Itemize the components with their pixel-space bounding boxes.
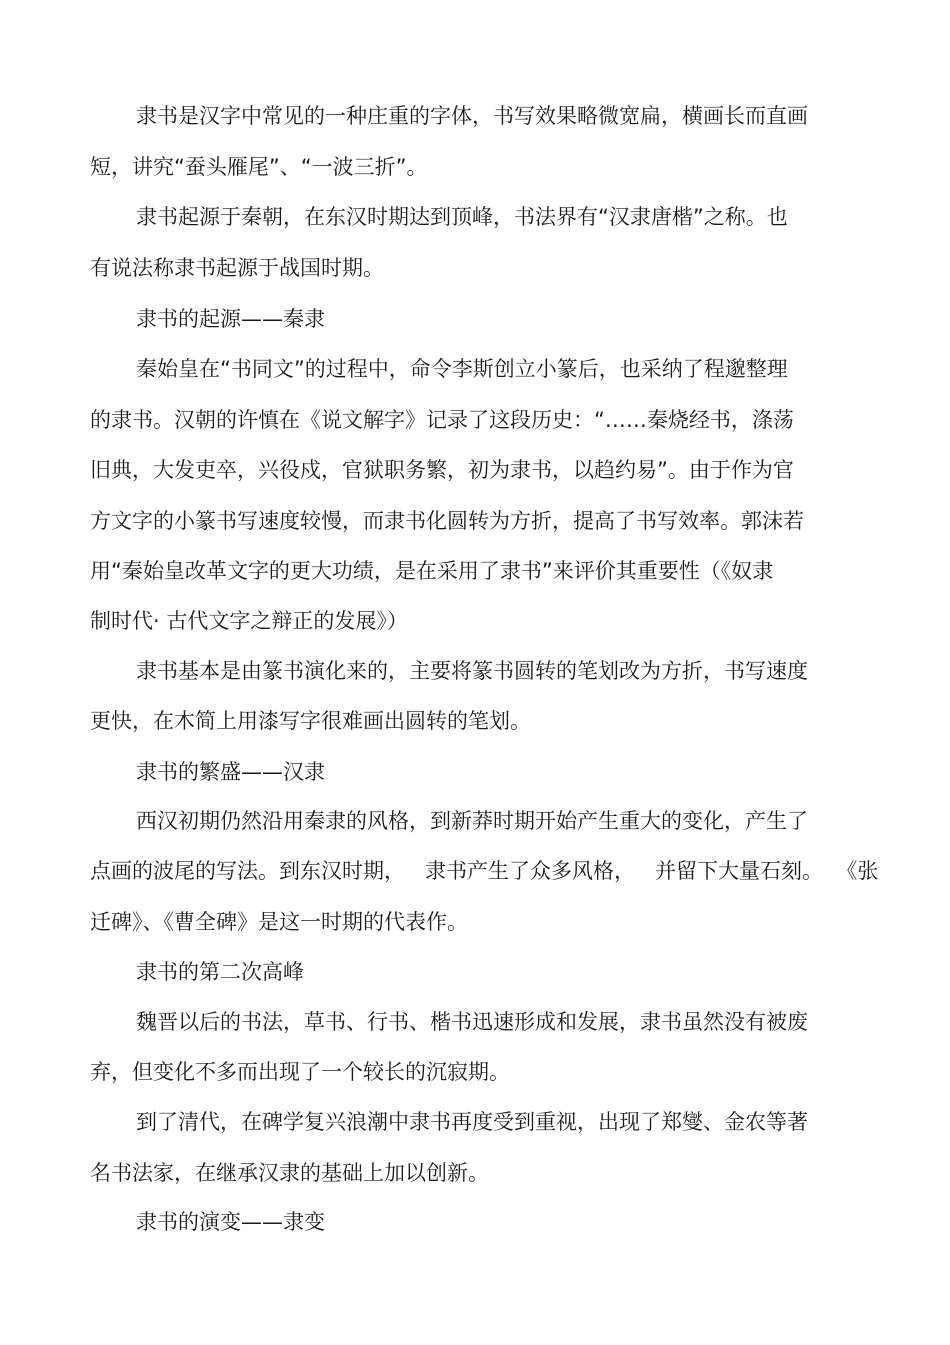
section-heading: 隶书的繁盛——汉隶 xyxy=(136,760,325,784)
section-heading: 隶书的第二次高峰 xyxy=(136,960,304,984)
paragraph-line: 旧典，大发吏卒，兴役戍，官狱职务繁，初为隶书，以趋约易”。由于作为官 xyxy=(90,458,794,482)
paragraph-line: 有说法称隶书起源于战国时期。 xyxy=(90,256,384,280)
paragraph-line: 隶书基本是由篆书演化来的，主要将篆书圆转的笔划改为方折，书写速度 xyxy=(136,659,808,683)
paragraph-line: 迁碑》、《曹全碑》是这一时期的代表作。 xyxy=(90,910,468,934)
paragraph-line: 的隶书。汉朝的许慎在《说文解字》记录了这段历史：“……秦烧经书，涤荡 xyxy=(90,408,794,432)
section-heading: 隶书的起源——秦隶 xyxy=(136,307,325,331)
paragraph-line: 西汉初期仍然沿用秦隶的风格，到新莽时期开始产生重大的变化，产生了 xyxy=(136,809,808,833)
paragraph-line: 到了清代，在碑学复兴浪潮中隶书再度受到重视，出现了郑燮、金农等著 xyxy=(136,1110,808,1134)
section-heading: 隶书的演变——隶变 xyxy=(136,1210,325,1234)
paragraph-line: 制时代· 古代文字之辩正的发展》） xyxy=(90,609,408,633)
paragraph-line: 短，讲究“蚕头雁尾”、“一波三折”。 xyxy=(90,155,428,179)
paragraph-line: 弃，但变化不多而出现了一个较长的沉寂期。 xyxy=(90,1060,510,1084)
paragraph-line: 隶书起源于秦朝，在东汉时期达到顶峰，书法界有“汉隶唐楷”之称。也 xyxy=(136,205,788,229)
paragraph-line: 名书法家，在继承汉隶的基础上加以创新。 xyxy=(90,1161,489,1185)
paragraph-line: 更快，在木简上用漆写字很难画出圆转的笔划。 xyxy=(90,709,531,733)
paragraph-line: 秦始皇在“书同文”的过程中，命令李斯创立小篆后，也采纳了程邈整理 xyxy=(136,357,788,381)
paragraph-line: 方文字的小篆书写速度较慢，而隶书化圆转为方折，提高了书写效率。郭沫若 xyxy=(90,509,804,533)
paragraph-line: 魏晋以后的书法，草书、行书、楷书迅速形成和发展，隶书虽然没有被废 xyxy=(136,1010,808,1034)
paragraph-line: 点画的波尾的写法。到东汉时期， 隶书产生了众多风格， 并留下大量石刻。 《张 xyxy=(90,859,879,883)
paragraph-line: 隶书是汉字中常见的一种庄重的字体，书写效果略微宽扁，横画长而直画 xyxy=(136,104,808,128)
paragraph-line: 用“秦始皇改革文字的更大功绩，是在采用了隶书”来评价其重要性（《奴隶 xyxy=(90,559,774,583)
